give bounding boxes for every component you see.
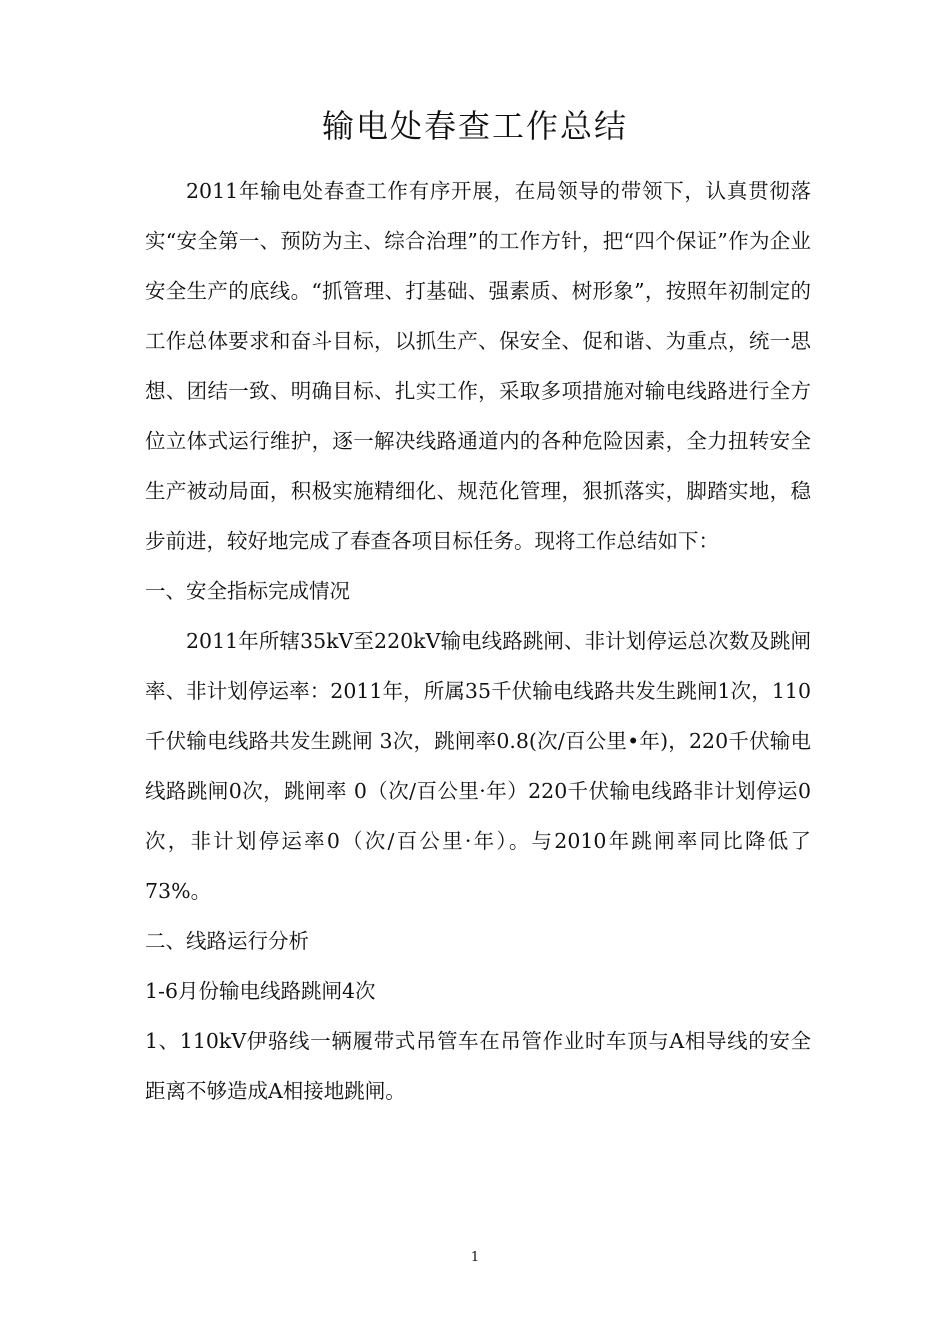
subheading-trips-jan-jun: 1-6月份输电线路跳闸4次: [145, 979, 376, 1003]
safety-indicators-paragraph: 2011年所辖35kV至220kV输电线路跳闸、非计划停运总次数及跳闸率、非计划停运率：2011年，所属35千伏输电线路共发生跳闸1次，110千伏输电线路共发生跳闸 3次，跳闸率0.8(次/百公里•年)，220千伏输电线路跳闸0次，跳闸率 0（次/百公里·年）220千伏输电线路非计划停运0次，非计划停运率0（次/百公里·年）。与2010年跳闸率同比降低了73%。: [145, 629, 811, 903]
section-heading-line-operation: 二、线路运行分析: [145, 929, 309, 953]
page-number: 1: [470, 1250, 480, 1265]
section-heading-safety-indicators: 一、安全指标完成情况: [145, 579, 350, 603]
intro-paragraph: 2011年输电处春查工作有序开展，在局领导的带领下，认真贯彻落实“安全第一、预防为主、综合治理”的工作方针，把“四个保证”作为企业安全生产的底线。“抓管理、打基础、强素质、树形象”，按照年初制定的工作总体要求和奋斗目标，以抓生产、保安全、促和谐、为重点，统一思想、团结一致、明确目标、扎实工作，采取多项措施对输电线路进行全方位立体式运行维护，逐一解决线路通道内的各种危险因素，全力扭转安全生产被动局面，积极实施精细化、规范化管理，狠抓落实，脚踏实地，稳步前进，较好地完成了春查各项目标任务。现将工作总结如下：: [145, 179, 811, 553]
document-title: 输电处春查工作总结: [321, 107, 628, 145]
trip-item-1: 1、110kV伊骆线一辆履带式吊管车在吊管作业时车顶与A相导线的安全距离不够造成A相接地跳闸。: [145, 1029, 811, 1103]
document-body: [145, 166, 811, 1116]
